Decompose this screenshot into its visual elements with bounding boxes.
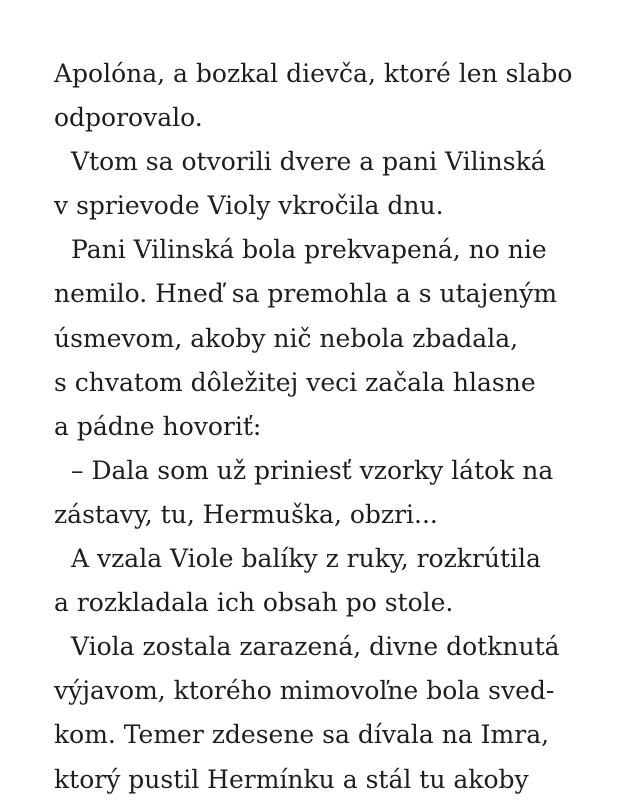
text-line: a rozkladala ich obsah po stole. [54,588,454,618]
dialogue-line: – Dala som už priniesť vzorky látok na [71,455,554,485]
paragraph-start-line: Viola zostala zarazená, divne dotknutá [71,632,560,662]
paragraph-start-line: Pani Vilinská bola prekvapená, no nie [71,235,547,265]
text-line: odporovalo. [54,103,203,133]
text-line: ktorý pustil Hermínku a stál tu akoby [54,764,529,794]
text-line: zástavy, tu, Hermuška, obzri... [54,499,438,529]
text-line: Apolóna, a bozkal dievča, ktoré len slabo [54,59,573,88]
text-line: úsmevom, akoby nič nebola zbadala, [54,323,519,353]
text-line: nemilo. Hneď sa premohla a s utajeným [54,279,558,309]
text-line: v sprievode Violy vkročila dnu. [54,191,444,221]
text-line: kom. Temer zdesene sa dívala na Imra, [54,720,550,750]
page-text [54,52,594,802]
text-line: výjavom, ktorého mimovoľne bola sved- [54,676,555,706]
paragraph-start-line: Vtom sa otvorili dvere a pani Vilinská [71,147,546,177]
paragraph-start-line: A vzala Viole balíky z ruky, rozkrútila [71,544,541,574]
text-line: s chvatom dôležitej veci začala hlasne [54,367,536,397]
text-line: a pádne hovoriť: [54,411,262,441]
